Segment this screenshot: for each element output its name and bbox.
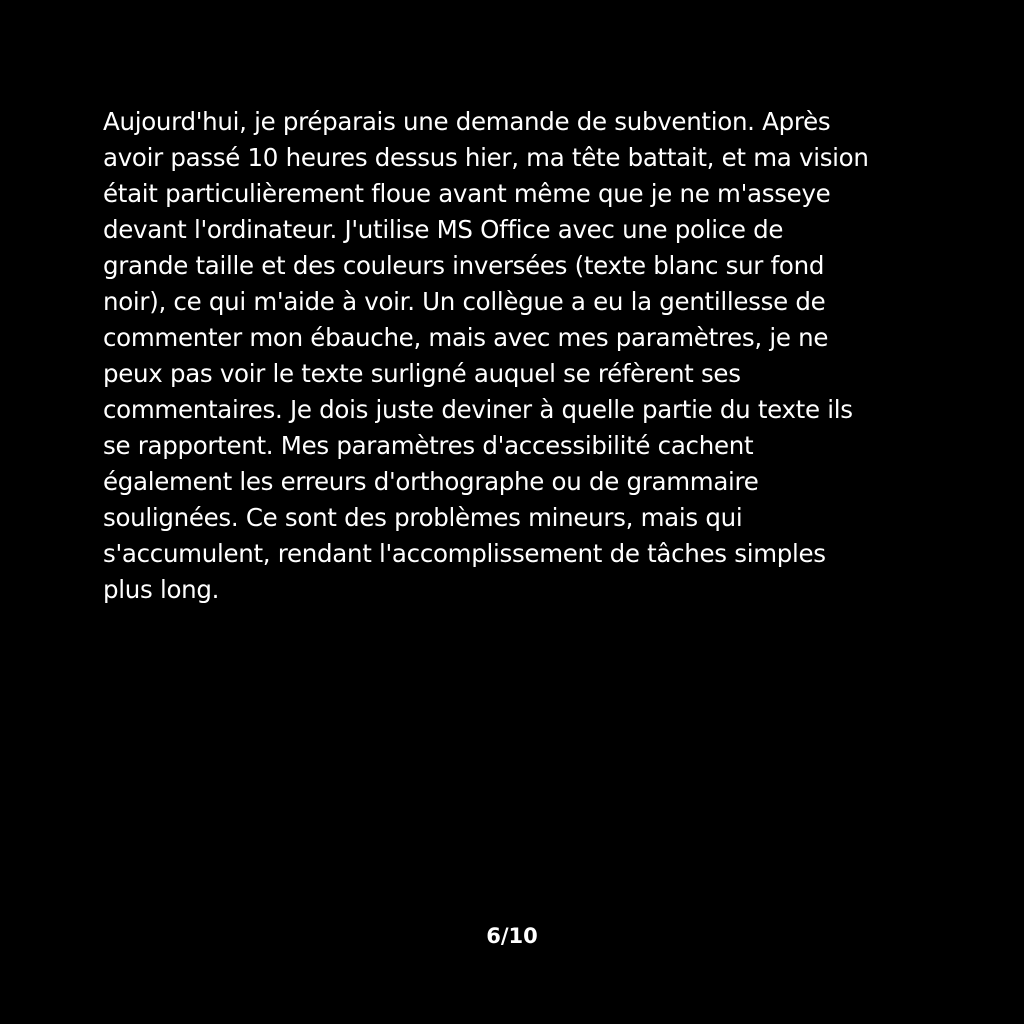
body-line: grande taille et des couleurs inversées (texte blanc sur fond	[103, 251, 825, 280]
body-line: commenter mon ébauche, mais avec mes paramètres, je ne	[103, 323, 829, 352]
body-paragraph	[103, 104, 933, 608]
body-line: était particulièrement floue avant même que je ne m'asseye	[103, 179, 831, 208]
page-number: 6/10	[486, 924, 538, 948]
body-line: peux pas voir le texte surligné auquel se réfèrent ses	[103, 359, 741, 388]
body-line: noir), ce qui m'aide à voir. Un collègue a eu la gentillesse de	[103, 287, 826, 316]
body-line: commentaires. Je dois juste deviner à quelle partie du texte ils	[103, 395, 853, 424]
body-line: s'accumulent, rendant l'accomplissement de tâches simples	[103, 539, 826, 568]
body-line: devant l'ordinateur. J'utilise MS Office avec une police de	[103, 215, 784, 244]
body-line: se rapportent. Mes paramètres d'accessibilité cachent	[103, 431, 754, 460]
body-line: soulignées. Ce sont des problèmes mineurs, mais qui	[103, 503, 743, 532]
body-line: avoir passé 10 heures dessus hier, ma tête battait, et ma vision	[103, 143, 869, 172]
body-line: Aujourd'hui, je préparais une demande de subvention. Après	[103, 107, 831, 136]
body-line: plus long.	[103, 575, 220, 604]
body-line: également les erreurs d'orthographe ou de grammaire	[103, 467, 759, 496]
